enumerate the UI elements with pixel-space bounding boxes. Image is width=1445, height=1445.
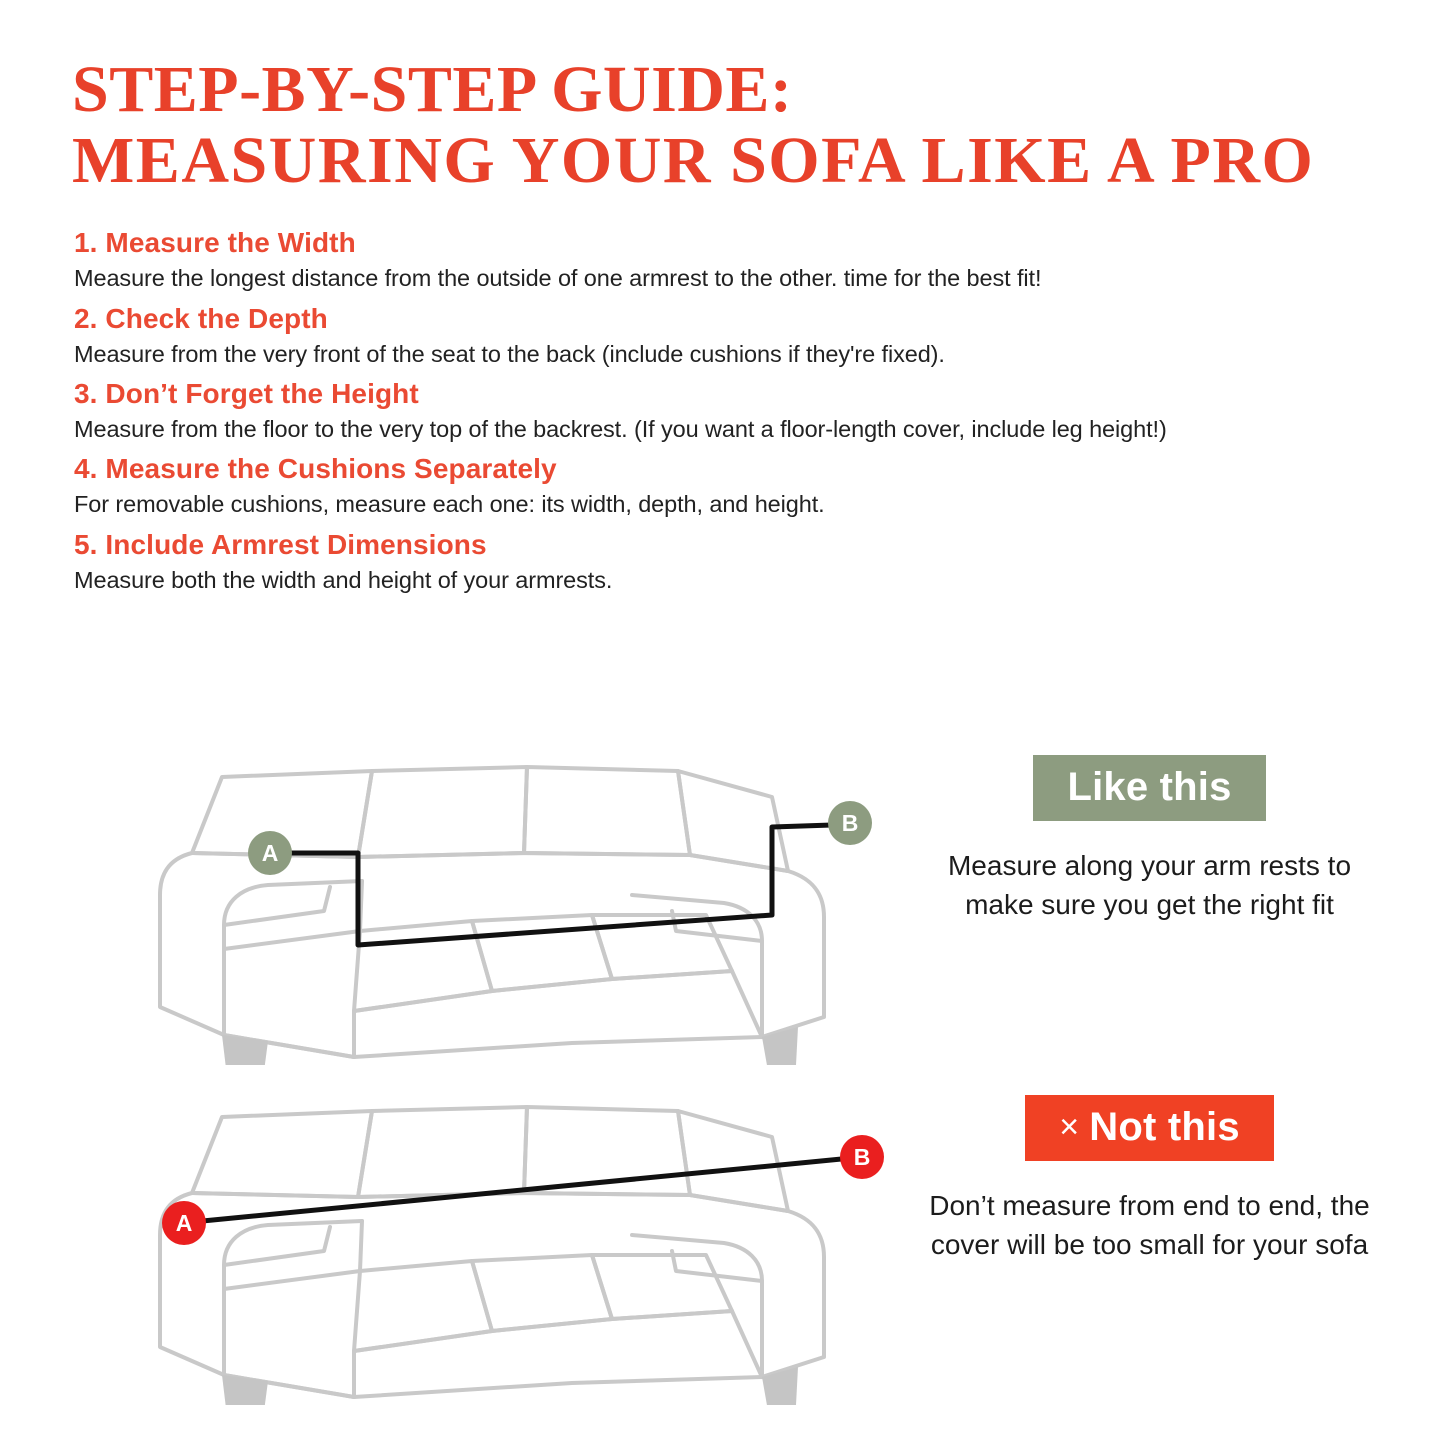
steps-list <box>72 227 1383 595</box>
step-heading-2: 2. Check the Depth <box>74 302 328 334</box>
banner-like-this <box>1033 755 1265 821</box>
step-body-1: Measure the longest distance from the outside of one armrest to the other. time for the best fit! <box>74 265 1042 292</box>
step-heading-1: 1. Measure the Width <box>74 227 356 259</box>
step-body-2: Measure from the very front of the seat to the back (include cushions if they're fixed). <box>74 340 945 367</box>
step-body-3: Measure from the floor to the very top of the backrest. (If you want a floor-length cover, include leg height!) <box>74 416 1167 443</box>
callout-incorrect <box>922 1095 1377 1264</box>
close-icon: × <box>1059 1108 1080 1146</box>
step-item <box>72 378 1383 444</box>
step-heading-4: 4. Measure the Cushions Separately <box>74 453 557 485</box>
banner-not-this <box>1025 1095 1274 1161</box>
measure-line-incorrect <box>182 1157 862 1223</box>
step-item <box>72 227 1383 293</box>
measure-line-correct <box>270 825 832 945</box>
marker-b-correct <box>828 801 872 845</box>
marker-a-label: A <box>261 840 279 866</box>
sofa-illustration-incorrect <box>72 1075 902 1405</box>
sofa-diagram-correct <box>72 735 902 1065</box>
caption-not-this: Don’t measure from end to end, the cover will be too small for your sofa <box>929 1190 1370 1260</box>
step-heading-5: 5. Include Armrest Dimensions <box>74 528 487 560</box>
illustration-area <box>72 735 1382 1425</box>
banner-like-this-label: Like this <box>1067 765 1232 809</box>
marker-a-incorrect <box>162 1201 206 1245</box>
title-line-2: MEASURING YOUR SOFA LIKE A PRO <box>72 123 1315 197</box>
caption-like-this: Measure along your arm rests to make sure you get the right fit <box>947 850 1352 920</box>
step-item <box>72 303 1383 369</box>
sofa-illustration-correct <box>72 735 902 1065</box>
marker-a-label: A <box>175 1210 193 1236</box>
marker-a-correct <box>248 831 292 875</box>
marker-b-incorrect <box>840 1135 884 1179</box>
step-item <box>72 529 1383 595</box>
marker-b-label: B <box>853 1144 871 1170</box>
step-heading-3: 3. Don’t Forget the Height <box>74 378 419 410</box>
callout-correct <box>922 755 1377 924</box>
marker-b-label: B <box>841 810 859 836</box>
step-item <box>72 453 1383 519</box>
step-body-5: Measure both the width and height of your armrests. <box>74 566 613 593</box>
banner-not-this-label: Not this <box>1089 1105 1240 1149</box>
title-line-1: STEP-BY-STEP GUIDE: <box>72 53 793 126</box>
sofa-diagram-incorrect <box>72 1075 902 1405</box>
step-body-4: For removable cushions, measure each one: its width, depth, and height. <box>74 491 825 518</box>
page-title <box>72 53 1383 197</box>
